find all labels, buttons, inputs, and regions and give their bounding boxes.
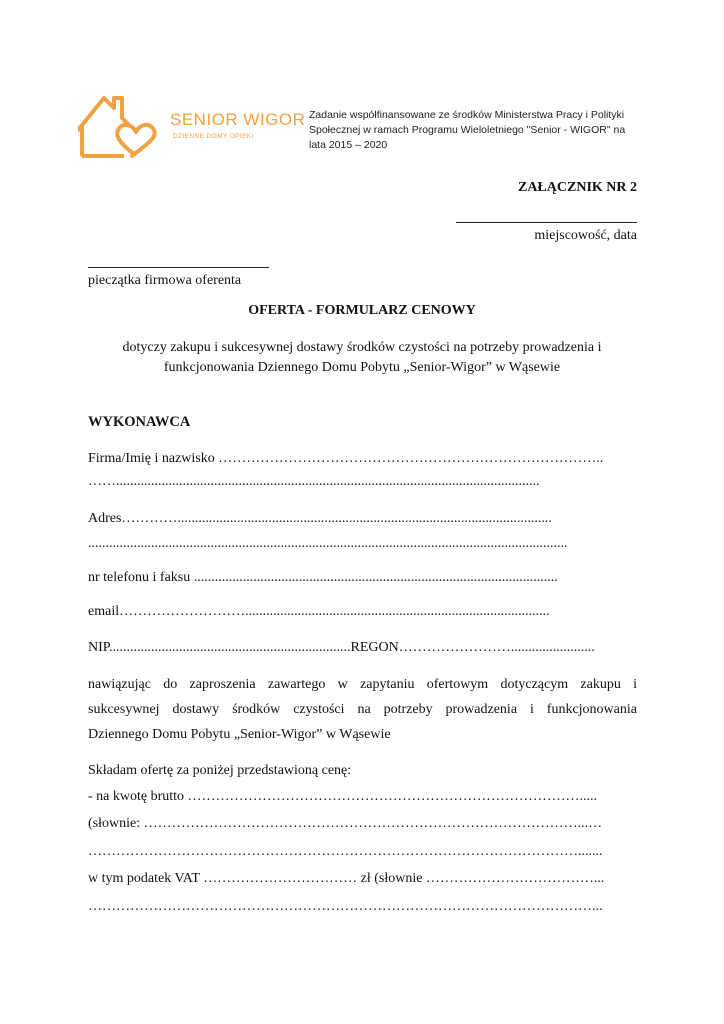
offer-intro: Składam ofertę za poniżej przedstawioną cenę: <box>88 763 352 778</box>
paragraph-line-1: nawiązując do zaproszenia zawartego w zapytaniu ofertowym dotyczącym zakupu i <box>88 677 637 692</box>
place-date-label: miejscowość, data <box>534 228 637 243</box>
brand-name: SENIOR WIGOR <box>170 110 306 129</box>
paragraph-line-3: Dziennego Domu Pobytu „Senior-Wigor” w Wąsewie <box>88 727 391 742</box>
field-gross-amount: - na kwotę brutto …………………………………………………………………………..... <box>88 789 598 804</box>
field-address-continuation: ......................................................................................................................................... <box>88 536 568 551</box>
brand-subtitle: DZIENNE DOMY OPIEKI <box>173 133 254 140</box>
attachment-number: ZAŁĄCZNIK NR 2 <box>517 180 637 195</box>
field-phone-fax: nr telefonu i faksu ........................................................................................................ <box>88 570 558 585</box>
field-company-name: Firma/Imię i nazwisko ……………………………………………………………………….. <box>88 451 604 466</box>
house-heart-logo-icon <box>78 92 160 160</box>
intro-line-1: dotyczy zakupu i sukcesywnej dostawy środków czystości na potrzeby prowadzenia i <box>122 340 602 355</box>
funding-note-line-3: lata 2015 – 2020 <box>309 139 388 151</box>
paragraph-line-2: sukcesywnej dostawy środków czystości na potrzeby prowadzenia i funkcjonowania <box>88 702 637 717</box>
intro-line-2: funkcjonowania Dziennego Domu Pobytu „Senior-Wigor” w Wąsewie <box>163 360 561 375</box>
field-vat: w tym podatek VAT …………………………… zł (słownie ………………………………... <box>88 871 605 886</box>
company-stamp-label: pieczątka firmowa oferenta <box>88 273 242 288</box>
field-amount-in-words-continuation: ……………………………………………………………………………………………....... <box>88 844 603 859</box>
document-title: OFERTA - FORMULARZ CENOWY <box>248 303 476 318</box>
place-date-signature-line <box>456 210 637 223</box>
field-email: email………………………....................................................................................... <box>88 604 550 619</box>
company-stamp-line <box>88 255 269 268</box>
invitation-paragraph <box>88 672 637 747</box>
field-vat-continuation: ………………………………………………………………………………………………... <box>88 899 603 914</box>
field-amount-in-words: (słownie: …………………………………………………………………………………...… <box>88 816 603 831</box>
funding-note-line-1: Zadanie współfinansowane ze środków Ministerstwa Pracy i Polityki <box>309 109 625 121</box>
section-heading: WYKONAWCA <box>88 414 191 430</box>
field-company-name-continuation: ……......................................................................................................................... <box>88 474 540 489</box>
funding-note-line-2: Społecznej w ramach Programu Wieloletniego "Senior - WIGOR" na <box>309 124 626 136</box>
field-nip-regon: NIP.....................................................................REGON……………………........................ <box>88 640 595 655</box>
field-address: Adres…………........................................................................................................... <box>88 511 552 526</box>
